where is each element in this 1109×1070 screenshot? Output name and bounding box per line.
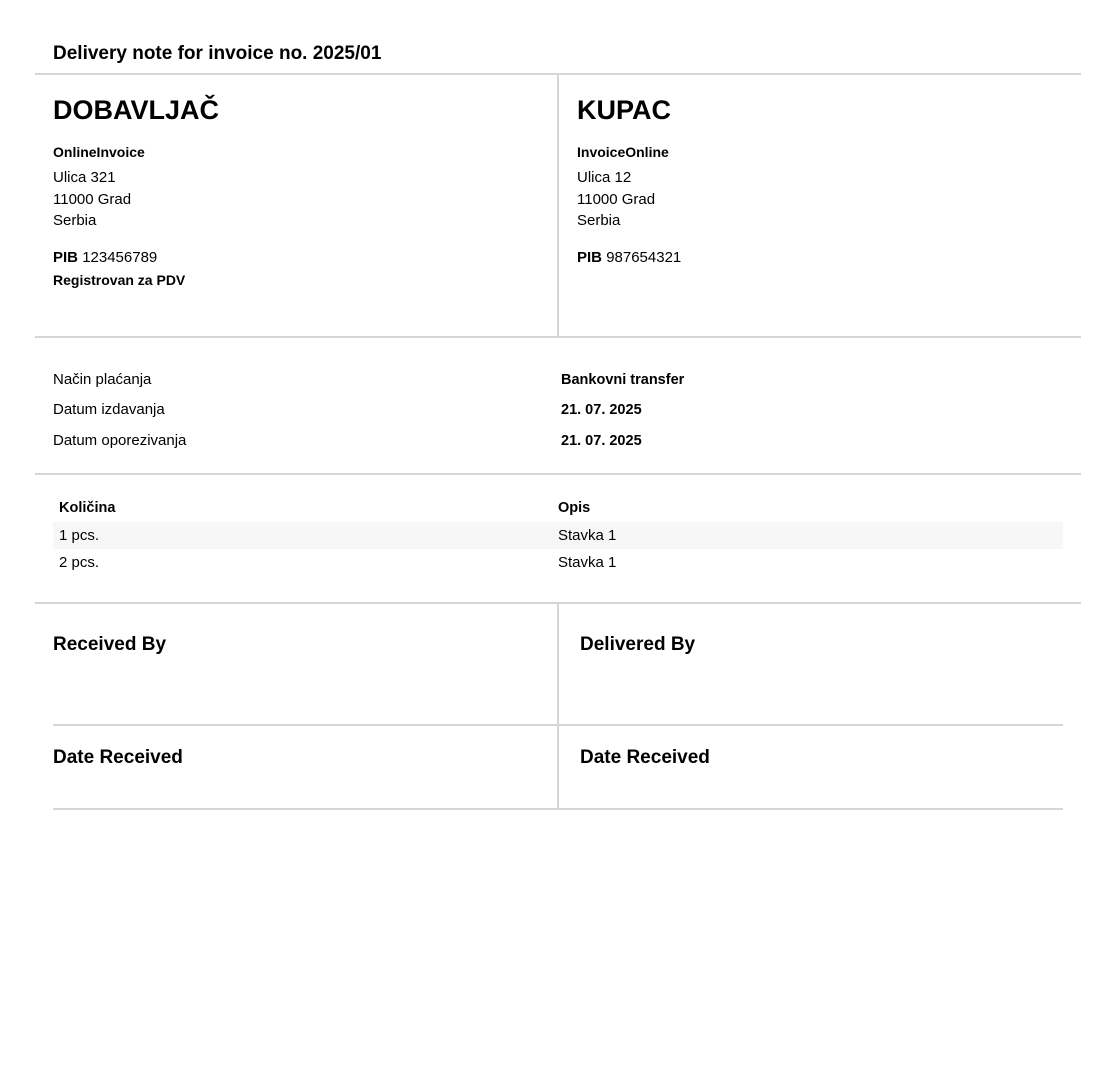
buyer-heading: KUPAC (577, 95, 671, 125)
buyer-block (577, 92, 1017, 268)
buyer-address-line1: Ulica 12 (577, 169, 632, 186)
supplier-heading: DOBAVLJAČ (53, 95, 220, 125)
document-title: Delivery note for invoice no. 2025/01 (53, 43, 382, 64)
description-column-header: Opis (558, 500, 591, 516)
items-table (53, 495, 1063, 576)
table-row (53, 522, 1063, 549)
payment-info-bottom-divider (35, 473, 1081, 475)
items-table-header (53, 495, 1063, 522)
item-quantity: 2 pcs. (59, 554, 100, 571)
delivered-by-label: Delivered By (580, 634, 696, 655)
item-description: Stavka 1 (558, 554, 617, 571)
buyer-pib-value: 987654321 (606, 248, 682, 266)
payment-method-value: Bankovni transfer (561, 372, 685, 388)
date-received-label-left: Date Received (53, 747, 183, 768)
buyer-pib-label: PIB (577, 248, 603, 266)
signature-line-top (53, 724, 1063, 726)
issue-date-label: Datum izdavanja (53, 401, 165, 418)
buyer-address-line2: 11000 Grad (577, 190, 656, 208)
item-description: Stavka 1 (558, 527, 617, 544)
issue-date-value: 21. 07. 2025 (561, 402, 642, 418)
signature-line-bottom (53, 808, 1063, 810)
supplier-pib (53, 247, 493, 268)
payment-info-row (53, 430, 1063, 452)
payment-info-row (53, 399, 1063, 421)
supplier-block (53, 92, 493, 291)
buyer-country: Serbia (577, 212, 621, 229)
supplier-pib-value: 123456789 (82, 248, 158, 266)
signature-column-divider (557, 603, 559, 810)
buyer-name: InvoiceOnline (577, 144, 669, 160)
supplier-name: OnlineInvoice (53, 144, 145, 160)
quantity-column-header: Količina (59, 500, 116, 516)
buyer-pib (577, 247, 1017, 268)
tax-date-label: Datum oporezivanja (53, 432, 187, 449)
supplier-pib-label: PIB (53, 248, 79, 266)
parties-bottom-divider (35, 336, 1081, 338)
received-by-label: Received By (53, 634, 167, 655)
date-received-label-right: Date Received (580, 747, 710, 768)
supplier-vat-status: Registrovan za PDV (53, 271, 186, 288)
parties-column-divider (557, 74, 559, 337)
table-row (53, 549, 1063, 576)
tax-date-value: 21. 07. 2025 (561, 433, 642, 449)
supplier-address-line2: 11000 Grad (53, 190, 132, 208)
supplier-country: Serbia (53, 212, 97, 229)
payment-method-label: Način plaćanja (53, 371, 152, 388)
supplier-address-line1: Ulica 321 (53, 169, 116, 186)
item-quantity: 1 pcs. (59, 527, 100, 544)
payment-info-row (53, 369, 1063, 391)
